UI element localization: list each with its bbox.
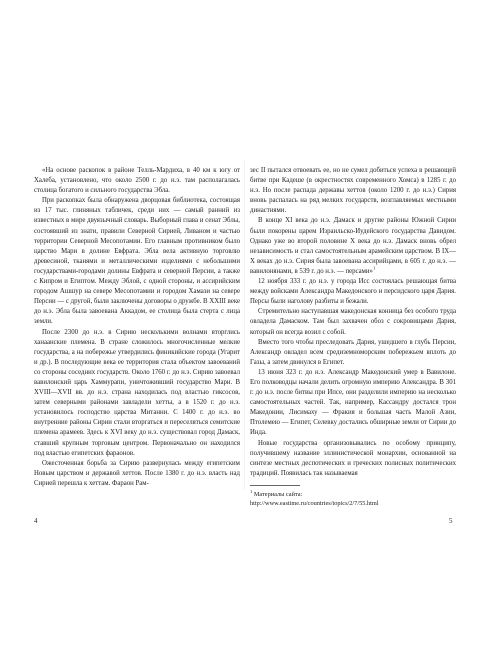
footnote — [250, 490, 456, 508]
page-number-right: 5 — [449, 517, 453, 525]
paragraph: После 2300 до н.э. в Сирию несколькими волнами вторглись ханаанские племена. В стране сложилось многочисленные мелкие государства, а на побережье утвердились финикийские города (Угарит и др.). В последующие века ее территория стала объектом завоеваний со стороны соседних государств. Около 1760 г. до н.э. Сирию завоевал вавилонский царь Хаммурапи, уничтоживший государство Мари. В XVIII—XVII вв. до н.э. страна находилась под властью гиксосов, затем северными районами завладели хетты, а в 1520 г. до н.э. установилось господство царства Митанни. С 1400 г. до н.э. во внутренние районы Сирии стали вторгаться и переселяться семитские племена арамеев. Здесь к XVI веку до н.э. существовал город Дамаск, ставший крупным торговым центром. Первоначально он находился под властью египетских фараонов. — [34, 328, 240, 457]
right-page — [250, 166, 456, 508]
footnote-marker: 1 — [372, 265, 376, 271]
paragraph: зес II пытался отвоевать ее, но не сумел добиться успеха в решающей битве при Кадеше (в окрестностях современного Хомса) в 1285 г. до н.э. Но после распада державы хеттов (около 1200 г. до н.э.) Сирия вновь распалась на ряд мелких государств, возглавляемых местными династиями. — [250, 167, 456, 215]
left-page — [34, 166, 240, 489]
footnote-number: 1 — [250, 488, 253, 494]
footnote-url[interactable]: http://www.eastime.ru/countries/topics/2/7/55.html — [250, 499, 379, 507]
footnote-divider — [250, 485, 300, 486]
page-gutter — [244, 160, 245, 490]
paragraph: Стремительно наступавшая македонская конница без особого труда овладела Дамаском. Там был захвачен обоз с сокровищами Дария, который он всегда возил с собой. — [250, 308, 456, 336]
paragraph — [250, 216, 456, 277]
footnote-label: Материалы сайта: — [253, 490, 303, 498]
paragraph: 13 июня 323 г. до н.э. Александр Македонский умер в Вавилоне. Его полководцы начали делить огромную империю Александра. В 301 г. до н.э. после битвы при Ипсе, они разделили империю на несколько самостоятельных частей. Так, например, Кассандру достался трон Македонии, Лисимаху — Фракия и большая часть Малой Азии, Птолемею — Египет, Селевку достались обширные земли от Сирии до Инда. — [250, 368, 456, 437]
paragraph: Вместо того чтобы преследовать Дария, ушедшего в глубь Персии, Александр овладел всем средиземноморским побережьем вплоть до Газы, а затем двинулся в Египет. — [250, 338, 456, 366]
paragraph-text: В конце XI века до н.э. Дамаск и другие районы Южной Сирии были покорены царем Израильско-Иудейского государства Давидом. Однако уже во второй половине X века до н.э. Дамаск вновь обрел независимость и стал самостоятельным арамейским царством. В IX—X веках до н.э. Сирия была завоевана ассирийцами, в 605 г. до н.э. — вавилонянами, в 539 г. до н.э. — персами» — [250, 217, 456, 275]
page-number-left: 4 — [34, 517, 38, 525]
paragraph: «На основе раскопок в районе Телль-Мардиха, в 40 км к югу от Халеба, установлено, что около 2500 г. до н.э. там располагалась столица богатого и сильного государства Эбла. — [34, 167, 240, 195]
paragraph: Ожесточенная борьба за Сирию развернулась между египетским Новым царством и державой хеттов. После 1380 г. до н.э. власть над Сирией перешла к хеттам. Фараон Рам- — [34, 459, 240, 487]
paragraph: При раскопках была обнаружена дворцовая библиотека, состоящая из 17 тыс. глиняных табличек, среди них — самый ранний из известных в мире двуязычный словарь. Выборный глава и сенат Эблы, состоявший из знати, правили Северной Сирией, Ливаном и частью территории Северной Месопотамии. Его главным противником было царство Мари в долине Евфрата. Эбла вела активную торговлю древесиной, тканями и металлическими изделиями с небольшими государствами-городами долины Евфрата и северной Персии, а также с Кипром и Египтом. Между Эблой, с одной стороны, и ассирийским городом Ашшур на севере Месопотамии и городом Хамази на севере Персии — с другой, были заключены договоры о дружбе. В XXIII веке до н.э. Эбла была завоевана Аккадом, ее столица была стерта с лица земли. — [34, 197, 240, 326]
paragraph: Новые государства организовывались по особому принципу, получившему название эллинистической монархии, основанной на синтезе местных деспотических и греческих полисных политических традиций. Появилась так называемая — [250, 439, 456, 477]
paragraph: 12 ноября 333 г. до н.э. у города Исс состоялась решающая битва между войсками Александра Македонского и персидского царя Дария. Персы были наголову разбиты и бежали. — [250, 278, 456, 306]
